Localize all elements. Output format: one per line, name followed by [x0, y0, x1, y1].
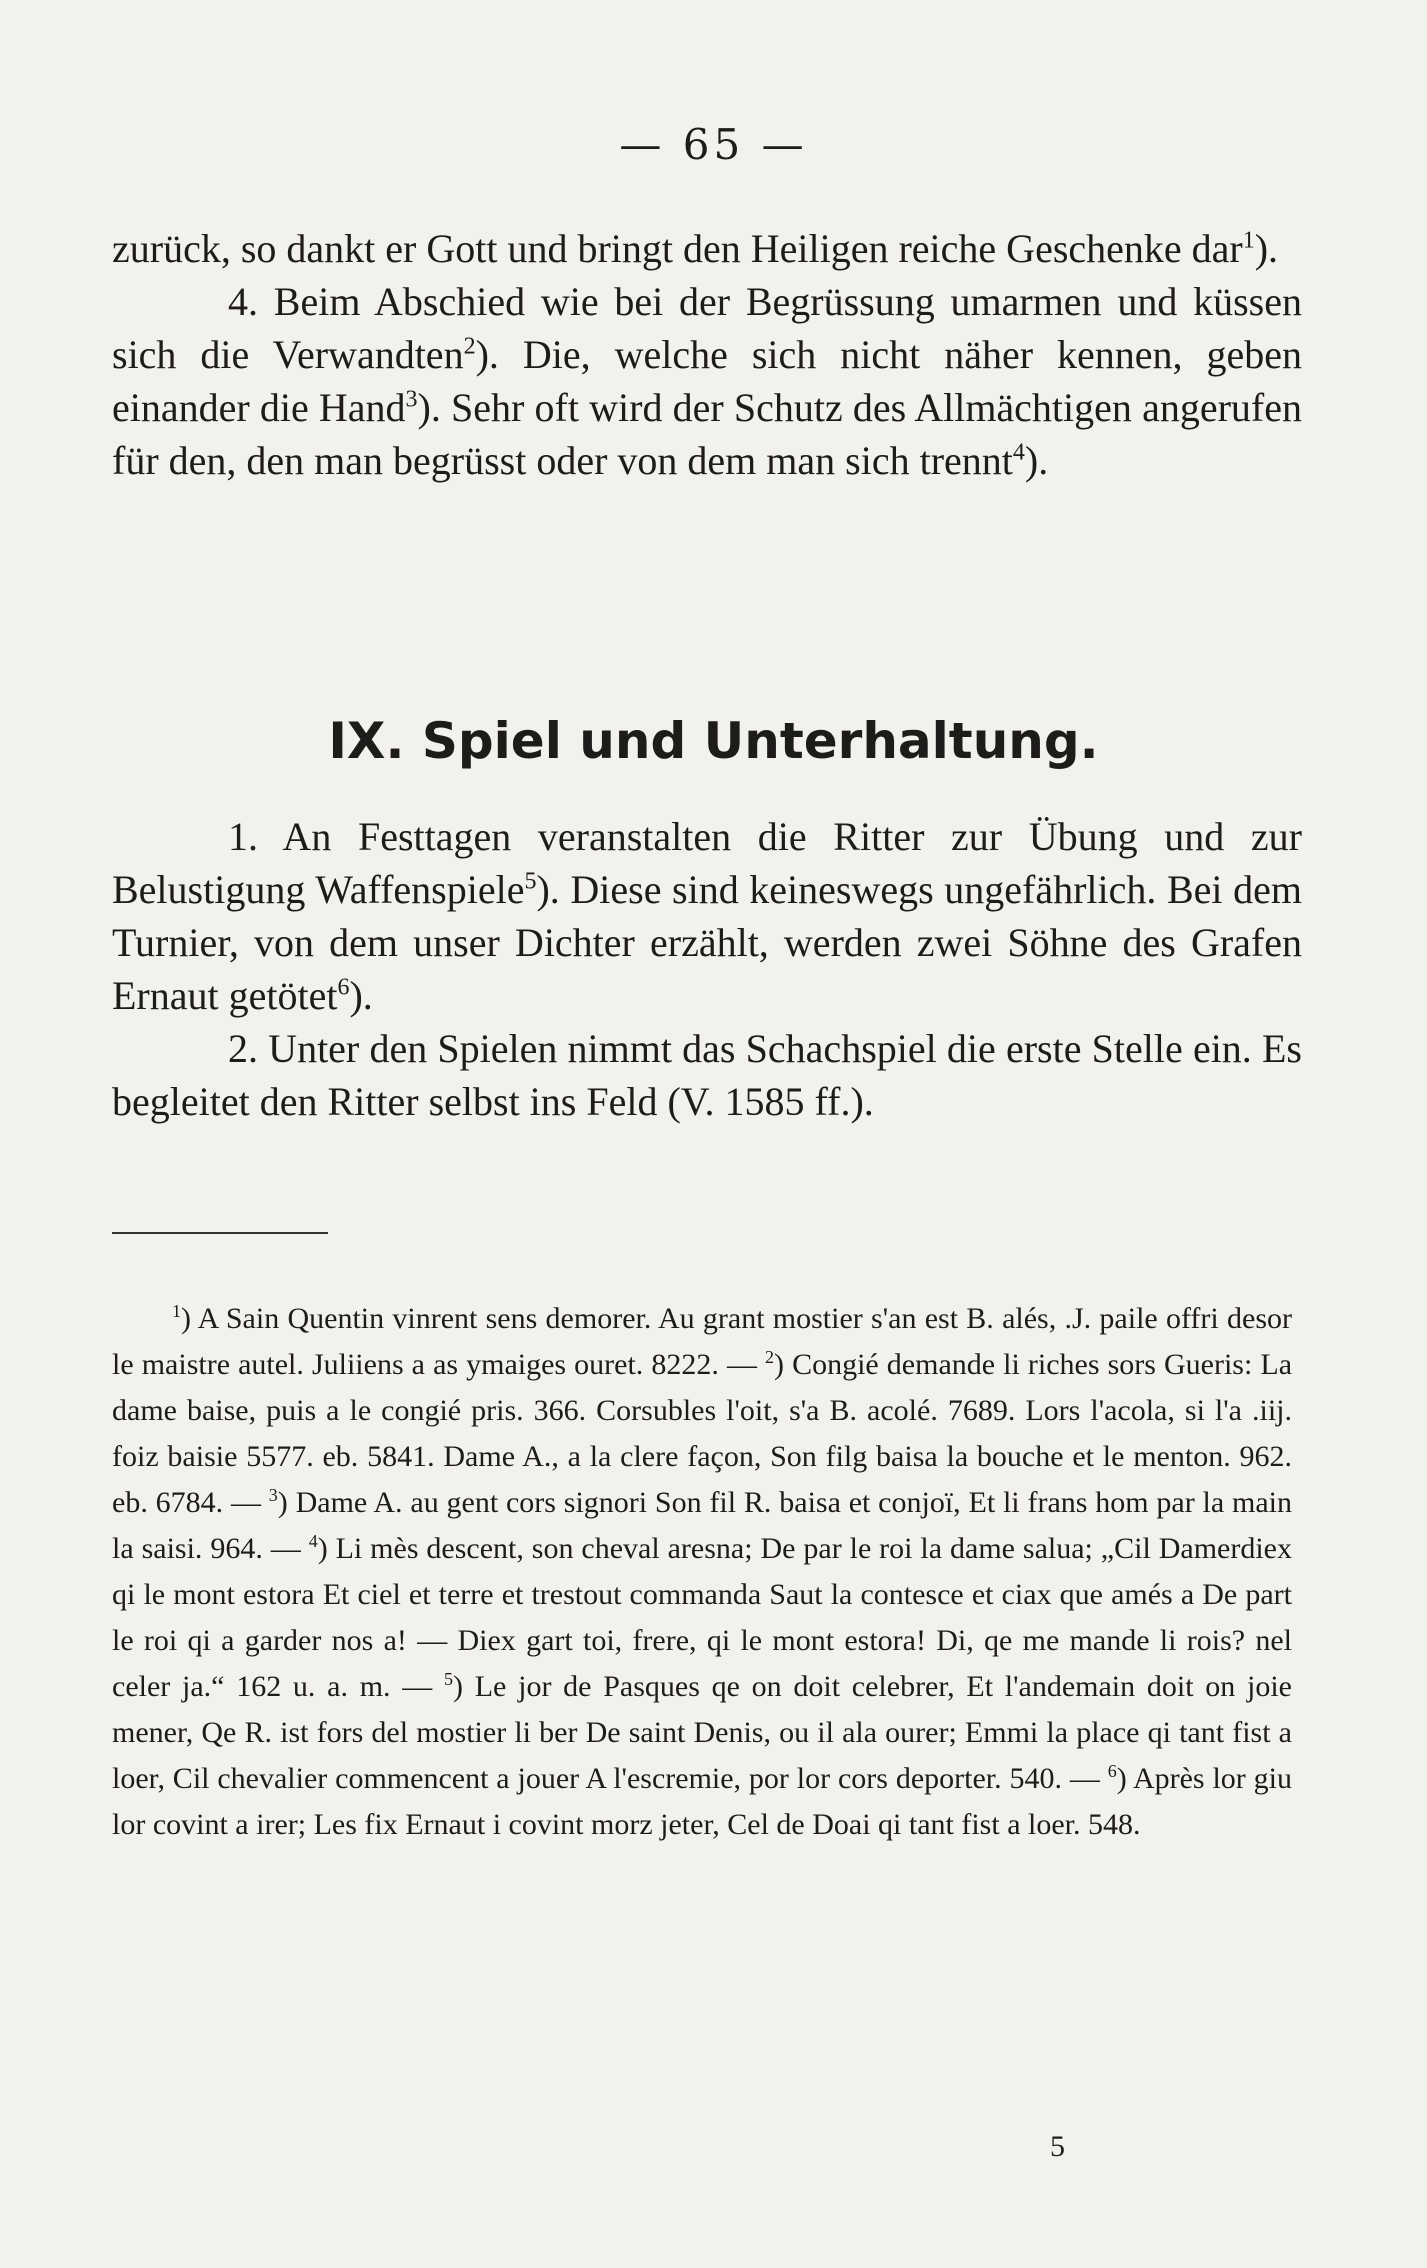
paragraph: 4. Beim Abschied wie bei der Begrüssung umarmen und küssen sich die Verwandten$^2$). Die, welche sich nicht näher kennen, geben einander die Hand$^3$). Sehr oft wird der Schutz des Allmächtigen angerufen für den, den man begrüsst oder von dem man sich trennt$^4$). — [112, 279, 1303, 483]
footnote-number: 6 — [1107, 1761, 1117, 1781]
paragraph: 2. Unter den Spielen nimmt das Schachspiel die erste Stelle ein. Es begleitet den Ritter selbst ins Feld (V. 1585 ff.). — [112, 1026, 1302, 1124]
section-title: IX. Spiel und Unterhaltung. — [328, 712, 1099, 770]
footnote-number: 5 — [444, 1669, 454, 1689]
footnote-number: 2 — [765, 1347, 775, 1367]
footnote-number: 3 — [268, 1485, 278, 1505]
footnote-ref[interactable]: 3 — [405, 386, 418, 413]
footnotes — [112, 1296, 1292, 1848]
footnote-ref[interactable]: 1 — [1242, 227, 1255, 254]
footnote-ref[interactable]: 2 — [463, 333, 476, 360]
footnote-number: 4 — [308, 1531, 318, 1551]
signature-mark: 5 — [1050, 2130, 1065, 2163]
footnote-text: $^1$) A Sain Quentin vinrent sens demorer. Au grant mostier s'an est B. alés, .J. paile offri desor le maistre autel. Juliiens a as ymaiges ouret. 8222. — $^2$) Congié demande li riches sors Gueris: La dame baise, puis a le congié pris. 366. Corsubles l'oit, s'a B. acolé. 7689. Lors l'acola, si l'a .iij. foiz baisie 5577. eb. 5841. Dame A., a la clere façon, Son filg baisa la bouche et le menton. 962. eb. 6784. — $^3$) Dame A. au gent cors signori Son fil R. baisa et conjoï, Et li frans hom par la main la saisi. 964. — $^4$) Li mès descent, son cheval aresna; De par le roi la dame salua; „Cil Damerdiex qi le mont estora Et ciel et terre et trestout commanda Saut la contesce et ciax que amés a De part le roi qi a garder nos a! — Diex gart toi, frere, qi le mont estora! Di, qe me mande li rois? nel celer ja.“ 162 u. a. m. — $^5$) Le jor de Pasques qe on doit celebrer, Et l'andemain doit on joie mener, Qe R. ist fors del mostier li ber De saint Denis, ou il ala ourer; Emmi la place qi tant fist a loer, Cil chevalier commencent a jouer A l'escremie, por lor cors deporter. 540. — $^6$) Après lor giu lor covint a irer; Les fix Ernaut i covint morz jeter, Cel de Doai qi tant fist a loer. 548. — [112, 1301, 1293, 1841]
paragraph: zurück, so dankt er Gott und bringt den Heiligen reiche Geschenke dar$^1$). — [112, 226, 1279, 271]
footnote-ref[interactable]: 4 — [1012, 439, 1025, 466]
text-block-after — [112, 810, 1302, 1128]
footnote-divider — [112, 1232, 328, 1234]
page-number: — 65 — — [619, 120, 808, 169]
footnote-ref[interactable]: 5 — [524, 868, 537, 895]
text-block-before — [112, 222, 1302, 487]
footnote-number: 1 — [172, 1301, 181, 1321]
footnote-ref[interactable]: 6 — [337, 974, 350, 1001]
paragraph: 1. An Festtagen veranstalten die Ritter zur Übung und zur Belustigung Waffenspiele$^5$). Diese sind keineswegs ungefährlich. Bei dem Turnier, von dem unser Dichter erzählt, werden zwei Söhne des Grafen Ernaut getötet$^6$). — [112, 814, 1302, 1018]
